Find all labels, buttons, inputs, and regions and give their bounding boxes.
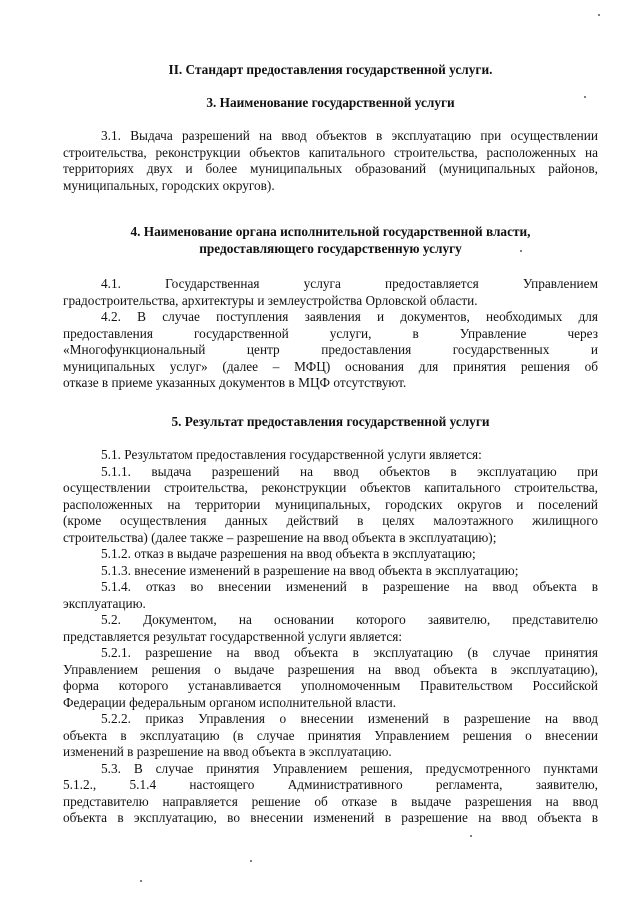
- paragraph-5-1-1-line: осуществлении строительства, реконструкции объектов капитального строительства,: [63, 480, 598, 495]
- paragraph-4-2-line: муниципальных услуг» (далее – МФЦ) основания для принятия решения об: [63, 358, 598, 374]
- scan-speck: [140, 880, 142, 882]
- paragraph-4-2: [63, 309, 598, 392]
- section-5-body: [63, 447, 598, 827]
- paragraph-5-2-line: представляется результат государственной услуги является:: [63, 628, 403, 644]
- paragraph-4-2-line: «Многофункциональный центр предоставления государственных и: [63, 342, 598, 357]
- paragraph-5-1-4-line: эксплуатацию.: [63, 595, 146, 611]
- heading-4: [63, 224, 598, 257]
- paragraph-5-1-4-line: 5.1.4. отказ во внесении изменений в разрешение на ввод объекта в: [101, 579, 598, 594]
- heading-4-line-1: 4. Наименование органа исполнительной государственной власти,: [130, 224, 531, 239]
- paragraph-5-2-1-line: 5.2.1. разрешение на ввод объекта в эксплуатацию (в случае принятия: [101, 645, 598, 660]
- paragraph-5-3-line: 5.3. В случае принятия Управлением решения, предусмотренного пунктами: [101, 760, 598, 776]
- paragraph-4-1-line: градостроительства, архитектуры и землеустройства Орловской области.: [63, 292, 478, 308]
- paragraph-5-1-3: 5.1.3. внесение изменений в разрешение на ввод объекта в эксплуатацию;: [101, 562, 519, 578]
- scan-speck: [520, 250, 522, 252]
- paragraph-5-1-1-line: расположенных на территории муниципальных, городских округов и поселений: [63, 496, 598, 512]
- paragraph-4-1: [63, 276, 598, 309]
- paragraph-4-2-line: предоставления государственной услуги, в Управление через: [63, 325, 598, 341]
- heading-4-line-2: предоставляющего государственную услугу: [199, 240, 462, 256]
- paragraph-5-1-1-line: (кроме осуществления данных действий в целях малоэтажного жилищного: [63, 513, 598, 528]
- section-title: II. Стандарт предоставления государственной услуги.: [168, 62, 493, 77]
- paragraph-3-1: 3.1. Выдача разрешений на ввод объектов в эксплуатацию при осуществлении строительства, реконструкции объектов капитального строительства, расположенных на территориях двух и более муниципальных образований (муниципальных районов, муниципальных, городских округов).: [63, 128, 598, 193]
- scan-speck: [250, 860, 252, 862]
- paragraph-5-2-2-line: изменений в разрешение на ввод объекта в эксплуатацию.: [63, 744, 392, 759]
- paragraph-5-3-line: представителю направляется решение об отказе в выдаче разрешения на ввод: [63, 793, 598, 809]
- paragraph-5-3-line: объекта в эксплуатацию, во внесении изменений в разрешение на ввод объекта в: [63, 810, 598, 825]
- paragraph-5-2-1-line: форма которого устанавливается уполномоченным Правительством Российской: [63, 678, 598, 693]
- heading-5: 5. Результат предоставления государственной услуги: [171, 414, 490, 429]
- paragraph-5-1-1-line: строительства) (далее также – разрешение на ввод объекта в эксплуатацию);: [63, 529, 497, 545]
- paragraph-5-2-2-line: объекта в эксплуатацию (в случае принятия Управлением решения о внесении: [63, 727, 598, 743]
- paragraph-5-3-line: 5.1.2., 5.1.4 настоящего Административного регламента, заявителю,: [63, 777, 598, 792]
- paragraph-5-1-2: 5.1.2. отказ в выдаче разрешения на ввод объекта в эксплуатацию;: [101, 546, 476, 561]
- scan-speck: [470, 835, 472, 837]
- paragraph-5-2-line: 5.2. Документом, на основании которого заявителю, представителю: [101, 612, 598, 627]
- paragraph-4-1-line: 4.1. Государственная услуга предоставляется Управлением: [101, 276, 598, 291]
- paragraph-5-2-1-line: Управлением решения о выдаче разрешения на ввод объекта в эксплуатацию),: [63, 661, 598, 677]
- paragraph-5-1-1-line: 5.1.1. выдача разрешений на ввод объектов в эксплуатацию при: [101, 463, 598, 479]
- paragraph-4-2-line: отказе в приеме указанных документов в МЦФ отсутствуют.: [63, 375, 407, 390]
- paragraph-5-2-1-line: Федерации федеральным органом исполнительной власти.: [63, 694, 397, 710]
- heading-3: 3. Наименование государственной услуги: [206, 95, 455, 110]
- paragraph-5-1: 5.1. Результатом предоставления государственной услуги является:: [101, 447, 482, 462]
- paragraph-4-2-line: 4.2. В случае поступления заявления и документов, необходимых для: [101, 309, 598, 324]
- scan-speck: [584, 96, 586, 98]
- paragraph-5-2-2-line: 5.2.2. приказ Управления о внесении изменений в разрешение на ввод: [101, 711, 598, 726]
- scan-speck: [598, 14, 600, 16]
